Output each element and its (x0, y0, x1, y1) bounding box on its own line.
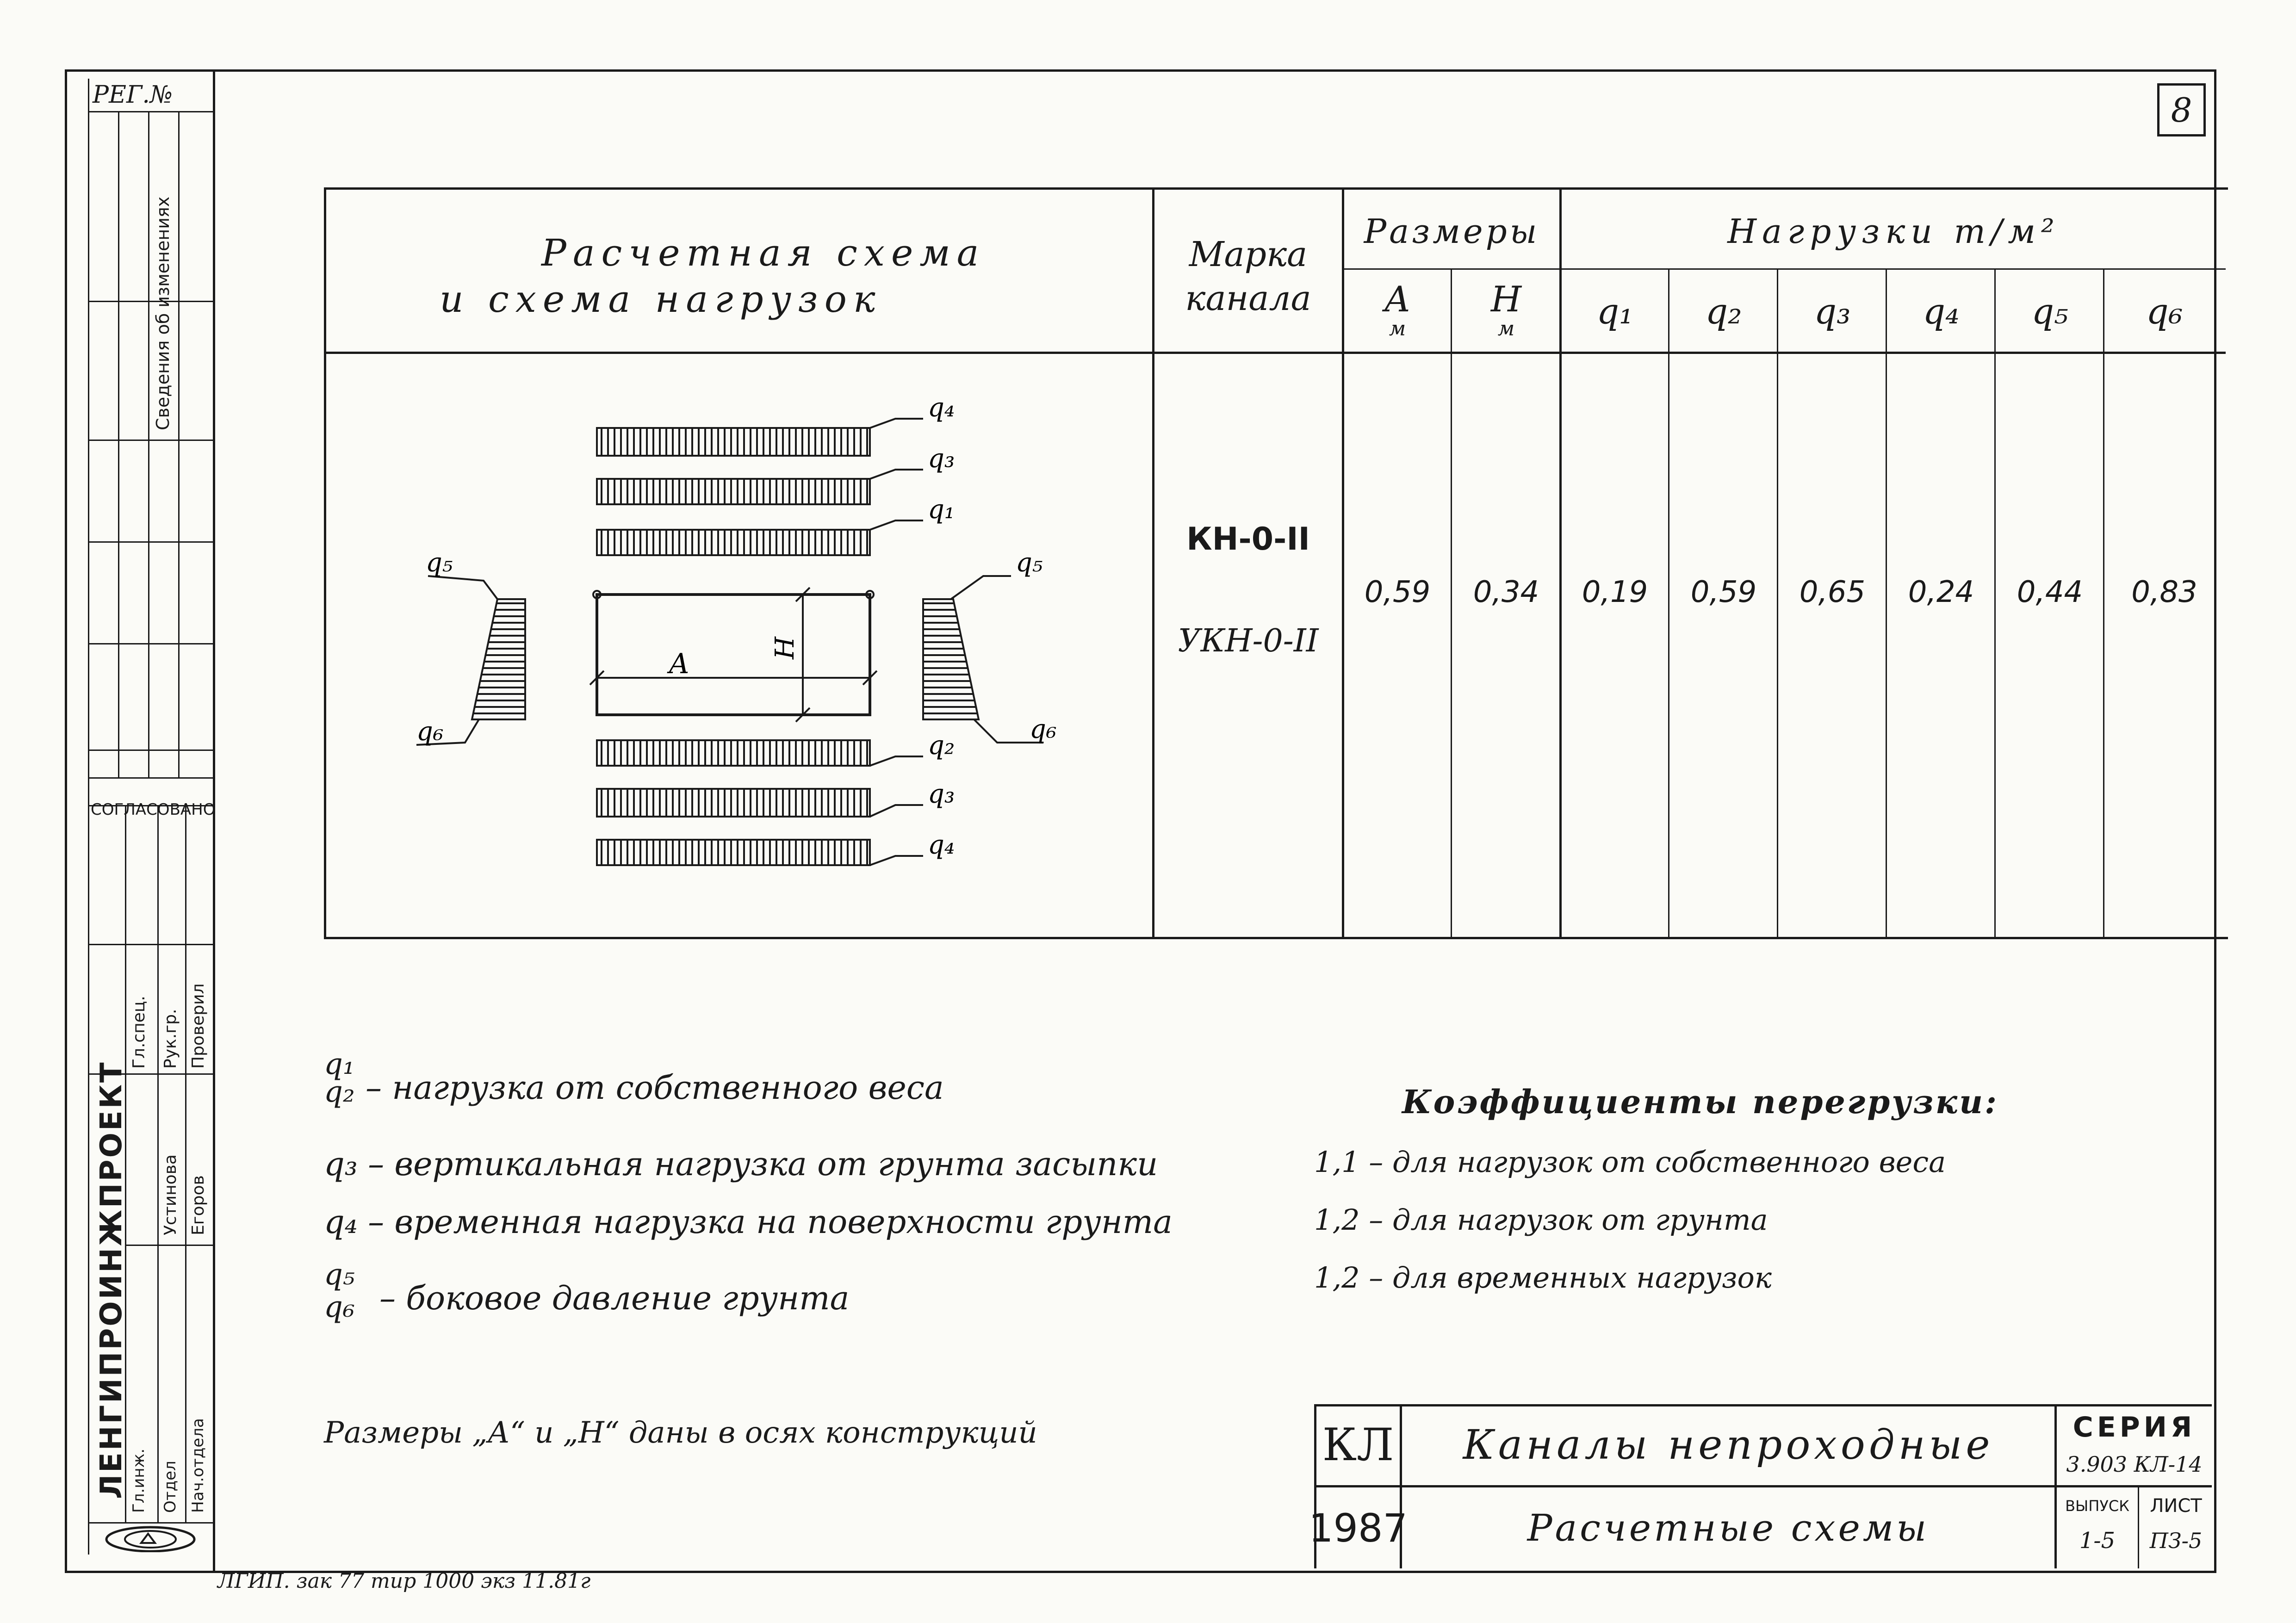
value-q1: 0,19 (1582, 575, 1648, 609)
series-label: СЕРИЯ (2073, 1411, 2196, 1443)
dim-A-label: А (669, 648, 690, 680)
chief-role-glinzh: Гл.инж. (130, 1448, 148, 1513)
legend-q1q2: – нагрузка от собственного веса (366, 1069, 944, 1107)
agreed-label: СОГЛАСОВАНО (91, 800, 216, 819)
side-stamp (88, 79, 216, 1555)
col-q4: q₄ (1923, 291, 1960, 332)
col-H-label: Н (1490, 279, 1522, 320)
sheet-value: ПЗ-5 (2149, 1528, 2203, 1553)
channel-section (590, 588, 877, 722)
year: 1987 (1309, 1505, 1408, 1551)
col-q2: q₂ (1705, 291, 1742, 332)
sheet-label: ЛИСТ (2150, 1495, 2202, 1517)
mark-line1: Марка (1189, 235, 1308, 274)
issue-value: 1-5 (2079, 1528, 2116, 1554)
col-A-label: А (1384, 279, 1411, 320)
value-A: 0,59 (1364, 575, 1431, 609)
loads-label: Нагрузки т/м² (1727, 212, 2060, 251)
col-A-unit: м (1389, 317, 1406, 341)
load-strip-q2 (597, 740, 923, 766)
page-number-box (2157, 83, 2206, 136)
mark-line2: канала (1185, 279, 1311, 318)
value-H: 0,34 (1473, 575, 1539, 609)
legend-q1q2-symbols (324, 1047, 355, 1109)
scheme-title-line1: Расчетная схема (541, 231, 986, 274)
legend-q1q2-symbols-text: q₁ q₂ (324, 1047, 355, 1109)
dims-note: Размеры „А“ и „Н“ даны в осях конструкций (324, 1416, 1037, 1450)
drawing-subtitle: Расчетные схемы (1527, 1506, 1930, 1549)
legend-q5q6: – боковое давление грунта (379, 1279, 850, 1317)
coefficient-item-3: 1,2 – для временных нагрузок (1314, 1261, 1772, 1295)
role-proveril: Проверил (189, 983, 208, 1069)
legend-q5q6-symbols (324, 1258, 355, 1324)
changes-label: Сведения об изменениях (153, 196, 173, 430)
footer-print-note: ЛГИП. зак 77 тир 1000 экз 11.81г (217, 1569, 591, 1593)
legend-q3: q₃ – вертикальная нагрузка от грунта засыпки (324, 1145, 1158, 1183)
load-strip-q1 (597, 520, 923, 555)
page-number: 8 (2171, 90, 2192, 130)
org-code: КЛ (1322, 1419, 1394, 1471)
coefficient-item-2: 1,2 – для нагрузок от грунта (1314, 1203, 1768, 1237)
role-rukgr: Рук.гр. (161, 1009, 180, 1069)
sizes-label: Размеры (1364, 212, 1540, 251)
org-name: ЛЕНГИПРОИНЖПРОЕКТ (94, 1060, 129, 1499)
role-glspec: Гл.спец. (130, 996, 149, 1069)
side-load-right (923, 576, 1043, 743)
mark-kn: КН-0-II (1186, 520, 1310, 558)
label-q5-right: q₅ (1016, 548, 1043, 578)
coefficient-item-1: 1,1 – для нагрузок от собственного веса (1314, 1145, 1946, 1179)
col-q5: q₅ (2031, 291, 2068, 332)
drawing-title: Каналы непроходные (1463, 1421, 1994, 1468)
col-q1: q₁ (1596, 291, 1633, 332)
load-scheme-diagram (326, 354, 1150, 932)
scheme-title-line2: и схема нагрузок (440, 278, 882, 321)
value-q2: 0,59 (1690, 575, 1757, 609)
dim-H-label: Н (770, 637, 800, 659)
mark-ukn: УКН-0-II (1178, 622, 1319, 659)
col-H-unit: м (1497, 317, 1515, 341)
chief-role-otdel: Отдел (161, 1461, 180, 1513)
legend-q5q6-symbols-text: q₅ q₆ (324, 1258, 355, 1324)
col-A (1344, 273, 1451, 349)
name-egorov: Егоров (189, 1175, 208, 1235)
issue-label: ВЫПУСК (2065, 1497, 2129, 1515)
value-q4: 0,24 (1908, 575, 1974, 609)
label-q3-bottom: q₃ (928, 779, 955, 809)
binding-line (213, 69, 215, 1571)
label-q4-bottom: q₄ (928, 830, 955, 860)
label-q2: q₂ (928, 731, 955, 761)
value-q6: 0,83 (2131, 575, 2197, 609)
col-H (1453, 273, 1559, 349)
chief-role-nachotdela: Нач.отдела (189, 1418, 207, 1513)
reg-label: РЕГ.№ (93, 81, 173, 109)
label-q6-left: q₆ (416, 717, 444, 747)
load-strip-q3-bottom (597, 789, 923, 817)
col-q6: q₆ (2146, 291, 2183, 332)
coefficients-title: Коэффициенты перегрузки: (1402, 1083, 1998, 1121)
value-q3: 0,65 (1799, 575, 1866, 609)
load-strip-q4-bottom (597, 840, 923, 865)
title-block (1309, 1404, 2212, 1568)
name-ustinova: Устинова (161, 1154, 180, 1235)
legend-q4: q₄ – временная нагрузка на поверхности грунта (324, 1203, 1173, 1241)
label-q1: q₁ (928, 495, 955, 525)
value-q5: 0,44 (2017, 575, 2083, 609)
load-strip-q4-top (597, 419, 923, 456)
label-q3-top: q₃ (928, 444, 955, 474)
series-value: 3.903 КЛ-14 (2066, 1452, 2203, 1477)
label-q5-left: q₅ (426, 548, 453, 578)
col-q3: q₃ (1814, 291, 1851, 332)
org-logo-icon (97, 1524, 204, 1552)
load-strip-q3-top (597, 470, 923, 504)
label-q6-right: q₆ (1030, 714, 1057, 744)
label-q4-top: q₄ (928, 393, 955, 423)
